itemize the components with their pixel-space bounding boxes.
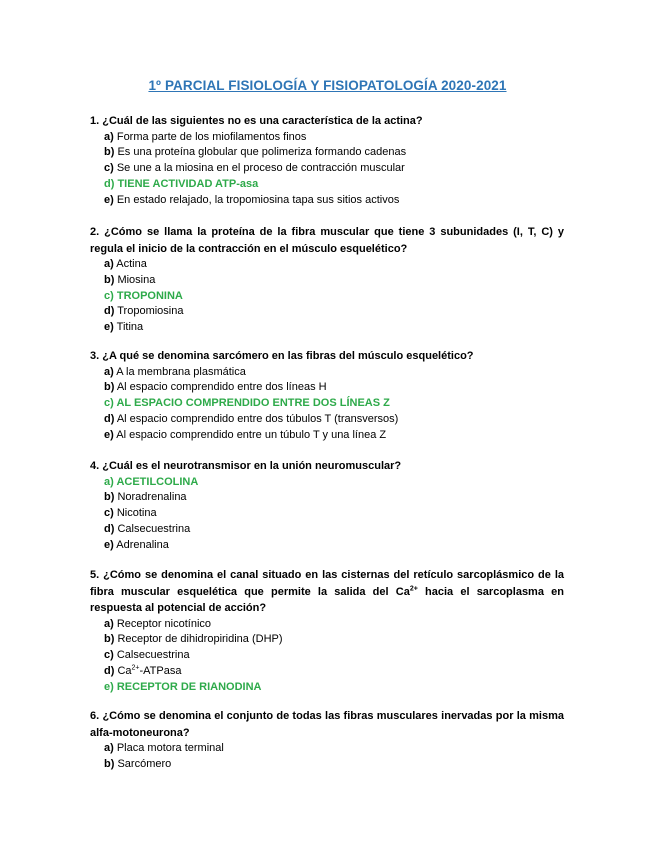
question-4 — [90, 458, 564, 553]
option-a: a) Placa motora terminal — [104, 742, 224, 754]
option-a: a) Actina — [104, 258, 147, 270]
page-title: 1º PARCIAL FISIOLOGÍA Y FISIOPATOLOGÍA 2020-2021 — [148, 78, 507, 93]
option-d: d) Al espacio comprendido entre dos túbulos T (transversos) — [104, 412, 399, 425]
question-3 — [90, 348, 564, 443]
question-6 — [90, 708, 564, 773]
option-b: b) Al espacio comprendido entre dos líneas H — [104, 381, 327, 394]
question-text: 5. ¿Cómo se denomina el canal situado en las cisternas del retículo sarcoplásmico de la fibra muscular esquelética que permite la salida del $Ca^{2+}$ hacia el sarcoplasma en respuesta al potencial de acción? — [90, 569, 564, 614]
option-e: e) En estado relajado, la tropomiosina tapa sus sitios activos — [104, 193, 400, 206]
option-c: c) Calsecuestrina — [104, 649, 190, 662]
question-5 — [90, 567, 564, 695]
option-a: a) A la membrana plasmática — [104, 365, 246, 378]
option-d-correct: d) TIENE ACTIVIDAD ATP-asa — [104, 177, 259, 190]
option-a: a) Receptor nicotínico — [104, 617, 212, 630]
option-d: d) Tropomiosina — [104, 305, 184, 318]
question-text: 3. ¿A qué se denomina sarcómero en las fibras del músculo esquelético? — [90, 350, 474, 362]
option-e: e) Titina — [104, 321, 144, 334]
option-c: c) Se une a la miosina en el proceso de contracción muscular — [104, 162, 405, 175]
option-c-correct: c) TROPONINA — [104, 289, 183, 302]
question-text: 6. ¿Cómo se denomina el conjunto de todas las fibras musculares inervadas por la misma alfa-motoneurona? — [90, 710, 564, 739]
option-d: d) Calsecuestrina — [104, 522, 191, 535]
option-e-correct: e) RECEPTOR DE RIANODINA — [104, 680, 262, 693]
option-b: b) Miosina — [104, 273, 156, 286]
option-c-correct: c) AL ESPACIO COMPRENDIDO ENTRE DOS LÍNEAS Z — [104, 397, 390, 410]
question-text: 2. ¿Cómo se llama la proteína de la fibra muscular que tiene 3 subunidades (I, T, C) y regula el inicio de la contracción en el músculo esquelético? — [90, 226, 565, 255]
option-c: c) Nicotina — [104, 507, 157, 520]
option-a: a) Forma parte de los miofilamentos finos — [104, 130, 307, 143]
question-1 — [90, 113, 564, 208]
question-2 — [90, 224, 564, 336]
option-e: e) Adrenalina — [104, 538, 169, 551]
question-text: 4. ¿Cuál es el neurotransmisor en la unión neuromuscular? — [90, 460, 402, 472]
option-a-correct: a) ACETILCOLINA — [104, 475, 199, 488]
question-text: 1. ¿Cuál de las siguientes no es una característica de la actina? — [90, 115, 423, 127]
option-d: d) $Ca^{2+}$-ATPasa — [104, 664, 182, 677]
option-b: b) Receptor de dihidropiridina (DHP) — [104, 633, 283, 646]
option-b: b) Noradrenalina — [104, 491, 187, 504]
option-e: e) Al espacio comprendido entre un túbulo T y una línea Z — [104, 428, 387, 441]
option-b: b) Sarcómero — [104, 757, 172, 770]
option-b: b) Es una proteína globular que polimeriza formando cadenas — [104, 146, 407, 159]
